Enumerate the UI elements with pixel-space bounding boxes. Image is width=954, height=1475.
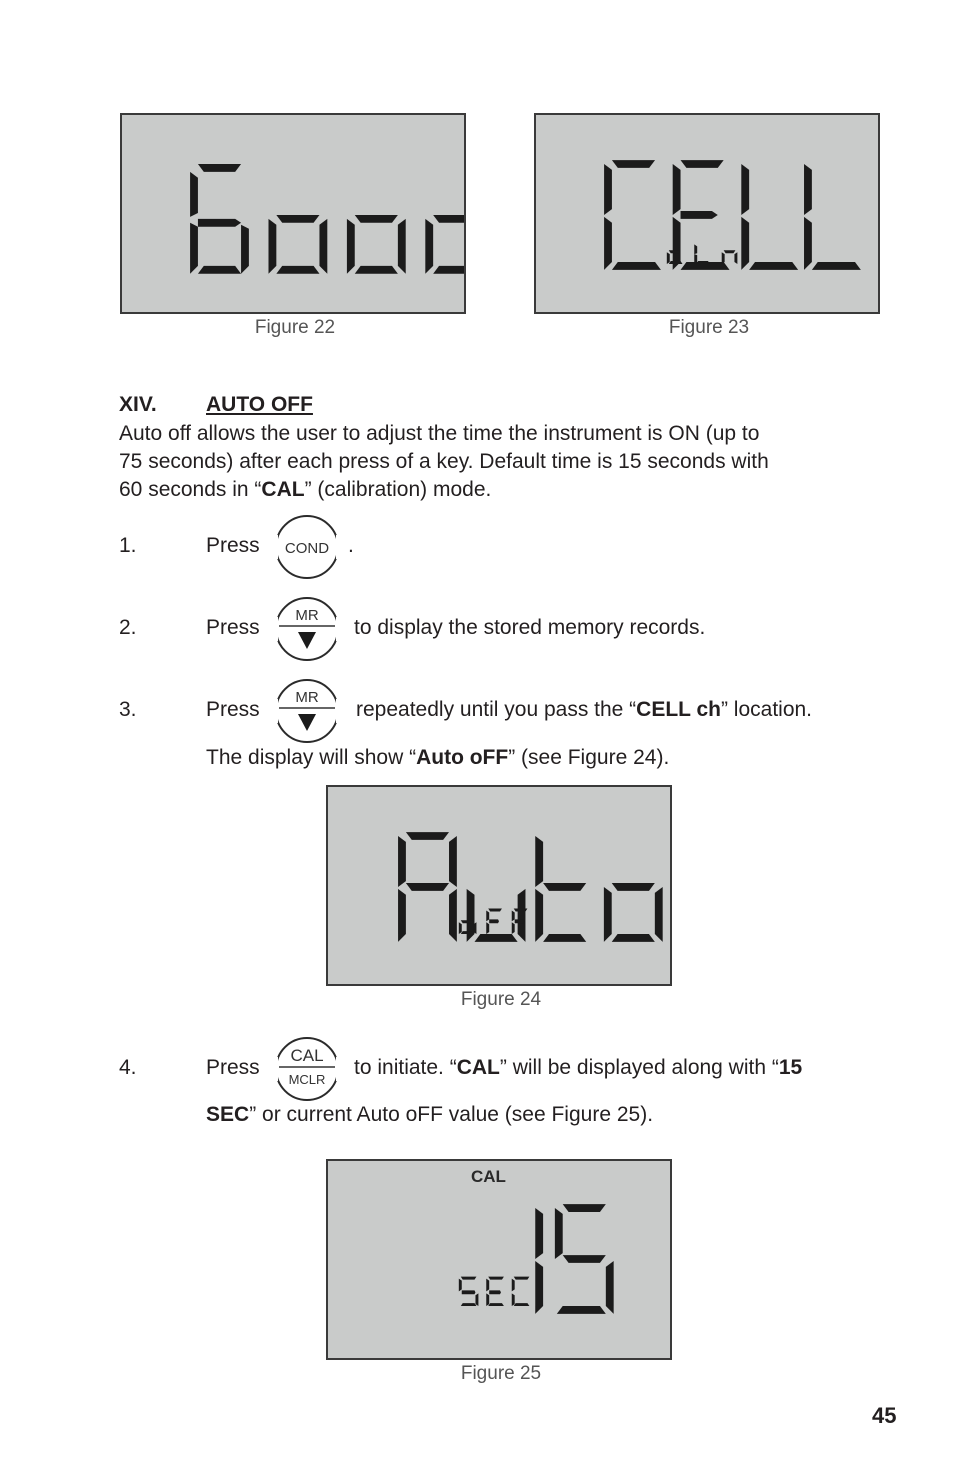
step-4-after-text: to initiate. “CAL” will be displayed along with “15	[354, 1056, 803, 1079]
section-number: XIV.	[119, 393, 157, 416]
lcd-text-good	[122, 115, 464, 312]
step-2-press-text: Press	[206, 616, 260, 639]
step-3-press-text: Press	[206, 698, 260, 721]
step-1-after-text: .	[348, 534, 354, 557]
lcd-cal-indicator: CAL	[471, 1167, 506, 1186]
figure-24-caption: Figure 24	[460, 989, 542, 1010]
step-3-number: 3.	[119, 698, 137, 721]
figure-22-caption: Figure 22	[254, 317, 336, 338]
step-3-line-2: The display will show “Auto oFF” (see Figure 24).	[206, 746, 670, 769]
mr-key-label: MR	[295, 689, 319, 706]
intro-line-1: Auto off allows the user to adjust the time the instrument is ON (up to	[119, 422, 760, 445]
cal-key-label: CAL	[290, 1046, 324, 1065]
figure-25-lcd-display	[326, 1159, 672, 1360]
intro-line-3: 60 seconds in “CAL” (calibration) mode.	[119, 478, 492, 501]
step-4-line-2: SEC” or current Auto oFF value (see Figure 25).	[206, 1103, 654, 1126]
intro-line-2: 75 seconds) after each press of a key. Default time is 15 seconds with	[119, 450, 769, 473]
lcd-text-auto-off	[328, 787, 670, 984]
lcd-text-cell-cln	[536, 115, 878, 312]
figure-23-caption: Figure 23	[668, 317, 750, 338]
page-number: 45	[872, 1403, 897, 1428]
mr-key-label: MR	[295, 607, 319, 624]
step-1-number: 1.	[119, 534, 137, 557]
step-3-after-text: repeatedly until you pass the “CELL ch” location.	[356, 698, 813, 721]
figure-25-caption: Figure 25	[460, 1363, 542, 1384]
step-1-press-text: Press	[206, 534, 260, 557]
lcd-text-15-sec	[328, 1161, 670, 1358]
mclr-key-label: MCLR	[288, 1072, 326, 1087]
mr-down-key-button[interactable]	[271, 595, 343, 663]
step-2-number: 2.	[119, 616, 137, 639]
section-title: AUTO OFF	[206, 393, 313, 416]
mr-down-key-button[interactable]	[271, 677, 343, 745]
figure-24-lcd-display	[326, 785, 672, 986]
step-4-number: 4.	[119, 1056, 137, 1079]
cond-key-label: COND	[284, 540, 330, 557]
cal-mclr-key-button[interactable]	[271, 1035, 343, 1103]
cond-key-button[interactable]	[271, 513, 343, 581]
step-4-press-text: Press	[206, 1056, 260, 1079]
step-2-after-text: to display the stored memory records.	[354, 616, 706, 639]
figure-22-lcd-display	[120, 113, 466, 314]
figure-23-lcd-display	[534, 113, 880, 314]
